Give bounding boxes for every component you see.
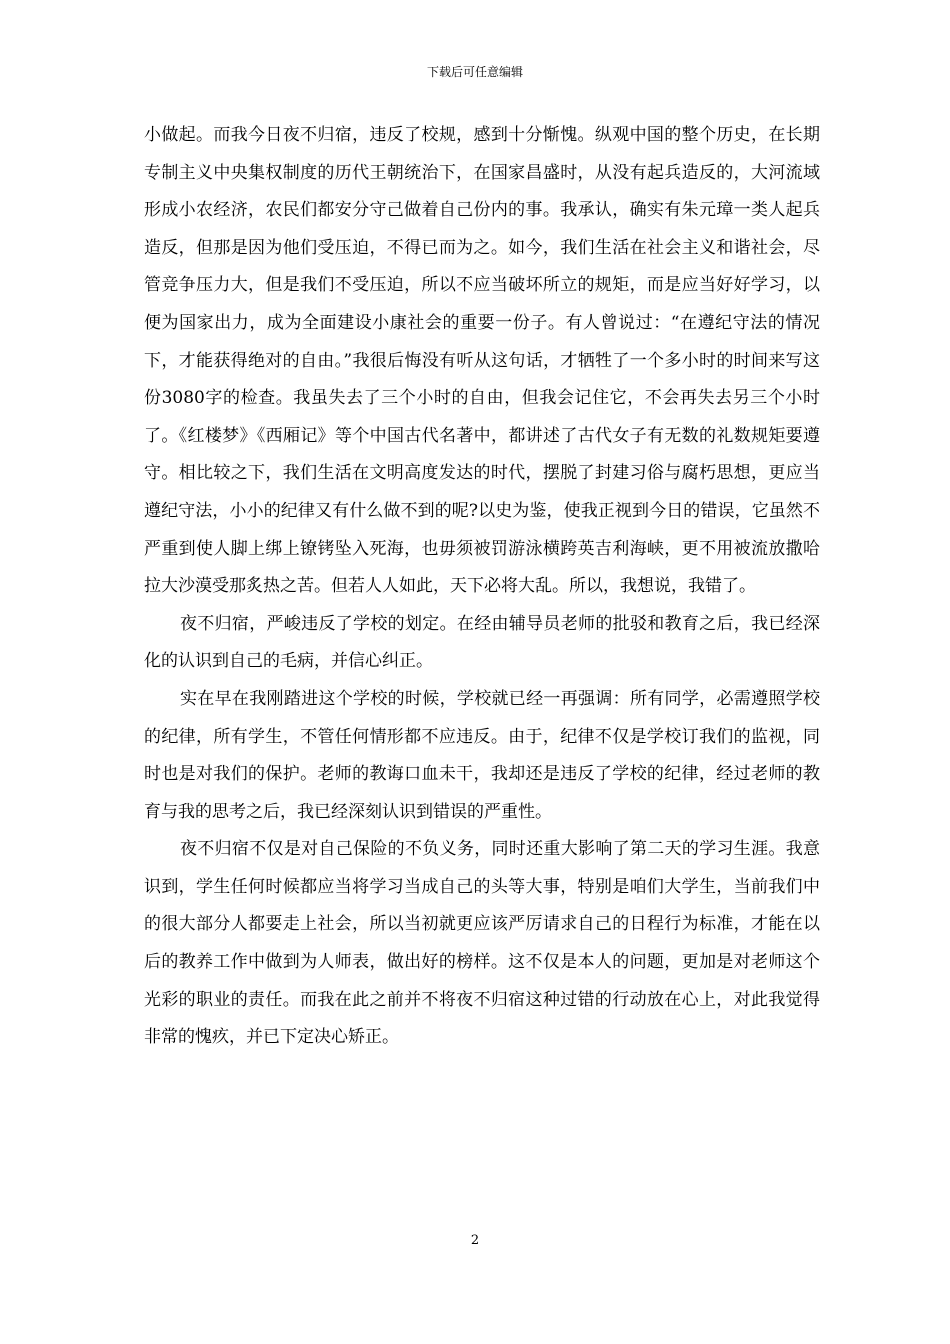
page-header: 下载后可任意编辑 [426, 65, 523, 79]
document-body [144, 117, 820, 1057]
paragraph-continued: 小做起。而我今日夜不归宿，违反了校规，感到十分惭愧。纵观中国的整个历史，在长期专制主义中央集权制度的历代王朝统治下，在国家昌盛时，从没有起兵造反的，大河流域形成小农经济，农民们都安分守己做着自己份内的事。我承认，确实有朱元璋一类人起兵造反，但那是因为他们受压迫，不得已而为之。如今，我们生活在社会主义和谐社会，尽管竞争压力大，但是我们不受压迫，所以不应当破坏所立的规矩，而是应当好好学习，以便为国家出力，成为全面建设小康社会的重要一份子。有人曾说过：“在遵纪守法的情况下，才能获得绝对的自由。”我很后悔没有听从这句话，才牺牲了一个多小时的时间来写这份3080字的检查。我虽失去了三个小时的自由，但我会记住它，不会再失去另三个小时了。《红楼梦》《西厢记》等个中国古代名著中，都讲述了古代女子有无数的礼数规矩要遵守。相比较之下，我们生活在文明高度发达的时代，摆脱了封建习俗与腐朽思想，更应当遵纪守法，小小的纪律又有什么做不到的呢?以史为鉴，使我正视到今日的错误，它虽然不严重到使人脚上绑上镣铐坠入死海，也毋须被罚游泳横跨英吉利海峡，更不用被流放撒哈拉大沙漠受那炙热之苦。但若人人如此，天下必将大乱。所以，我想说，我错了。 [144, 125, 820, 597]
page-number: 2 [470, 1233, 480, 1248]
paragraph: 实在早在我刚踏进这个学校的时候，学校就已经一再强调：所有同学，必需遵照学校的纪律，所有学生，不管任何情形都不应违反。由于，纪律不仅是学校订我们的监视，同时也是对我们的保护。老师的教诲口血未干，我却还是违反了学校的纪律，经过老师的教育与我的思考之后，我已经深刻认识到错误的严重性。 [144, 688, 820, 822]
paragraph: 夜不归宿，严峻违反了学校的划定。在经由辅导员老师的批驳和教育之后，我已经深化的认识到自己的毛病，并信心纠正。 [144, 613, 820, 672]
paragraph: 夜不归宿不仅是对自己保险的不负义务，同时还重大影响了第二天的学习生涯。我意识到，学生任何时候都应当将学习当成自己的头等大事，特别是咱们大学生，当前我们中的很大部分人都要走上社会，所以当初就更应该严厉请求自己的日程行为标准，才能在以后的教养工作中做到为人师表，做出好的榜样。这不仅是本人的问题，更加是对老师这个光彩的职业的责任。而我在此之前并不将夜不归宿这种过错的行动放在心上，对此我觉得非常的愧疚，并已下定决心矫正。 [144, 839, 820, 1048]
